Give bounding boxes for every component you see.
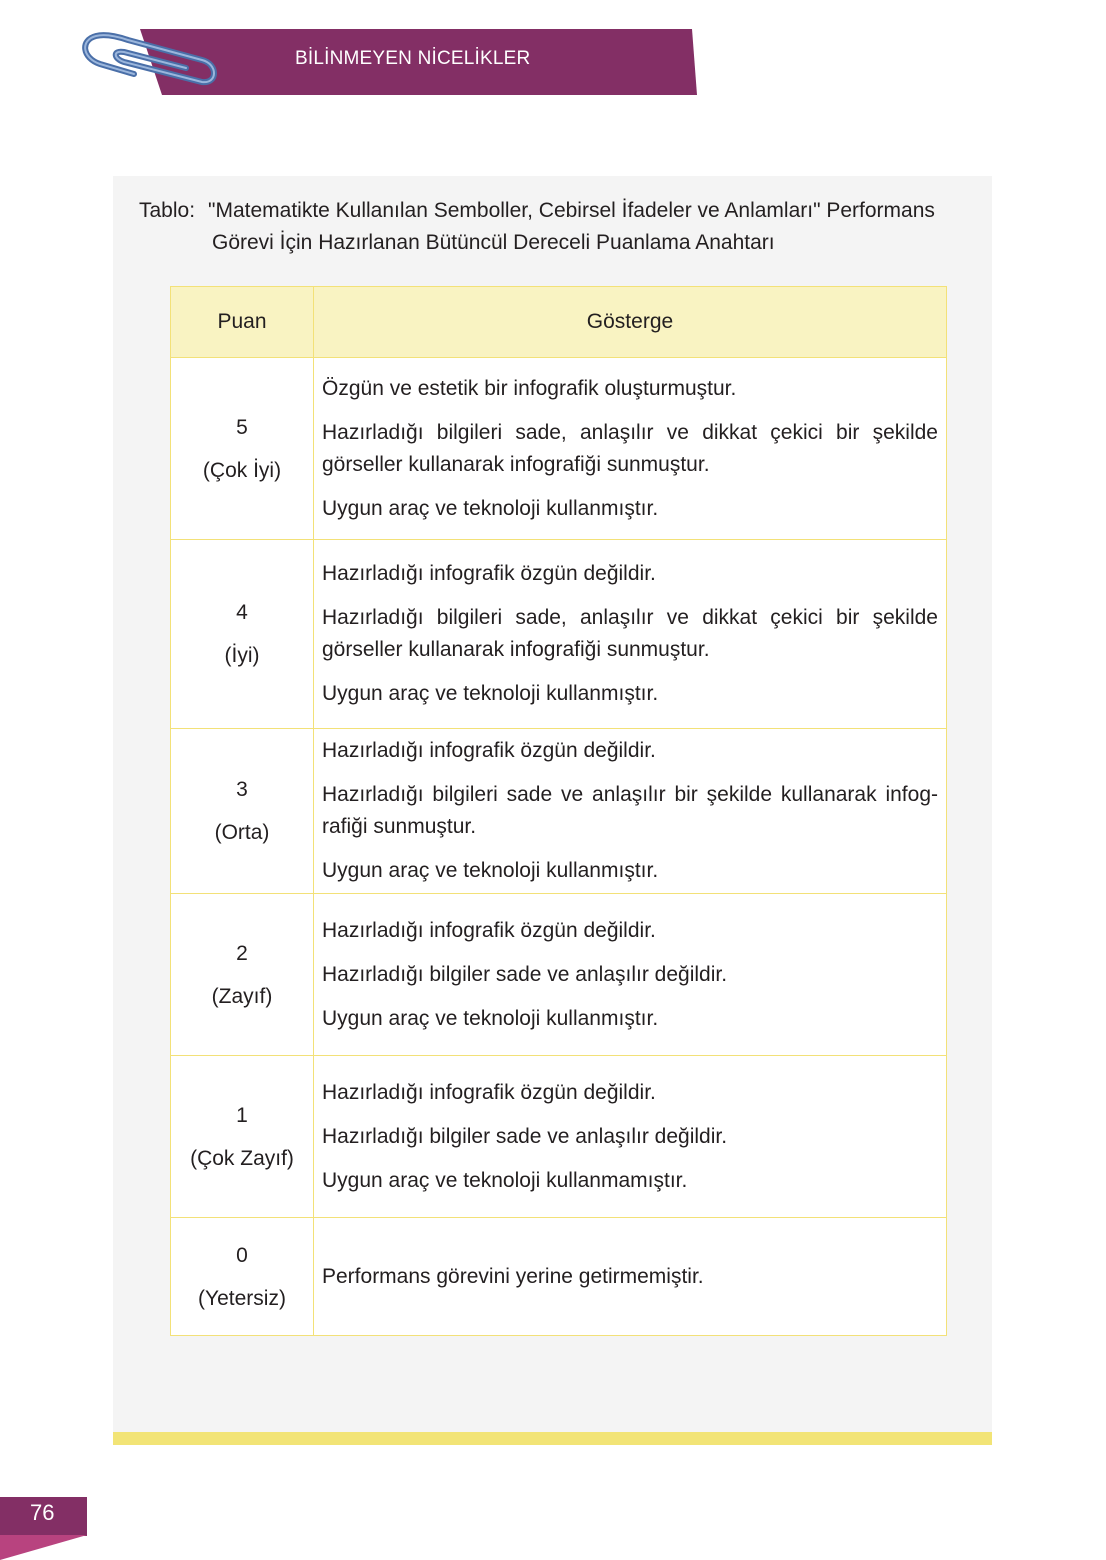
panel-bottom-bar: [113, 1432, 992, 1445]
score-cell: [171, 1056, 314, 1218]
score-level: (Yetersiz): [198, 1286, 286, 1310]
indicator-item: Uygun araç ve teknoloji kullanmamıştır.: [322, 1168, 688, 1192]
score-value: 1: [236, 1103, 248, 1127]
header-gosterge: Gösterge: [314, 287, 947, 358]
indicator-cell: [314, 894, 947, 1056]
score-value: 0: [236, 1243, 248, 1267]
page-number: 76: [30, 1500, 55, 1525]
score-value: 2: [236, 941, 248, 965]
score-level: (İyi): [224, 644, 260, 667]
indicator-item: Hazırladığı infografik özgün değildir.: [322, 1080, 656, 1104]
indicator-item: Hazırladığı infografik özgün değildir.: [322, 739, 656, 762]
indicator-item: Hazırladığı bilgileri sade ve anlaşılır bir şekilde kullanarak infog-rafiği sunmuştur.: [322, 783, 938, 838]
indicator-item: Hazırladığı bilgileri sade, anlaşılır ve dikkat çekici bir şekilde görseller kullanarak infografiği sunmuştur.: [322, 606, 938, 661]
caption-prefix: Tablo:: [139, 199, 196, 222]
rubric-table: [170, 286, 947, 1336]
score-level: (Çok İyi): [202, 458, 282, 482]
score-cell: [171, 358, 314, 540]
paperclip-icon: [76, 20, 226, 100]
indicator-item: Hazırladığı bilgiler sade ve anlaşılır değildir.: [322, 1124, 728, 1148]
table-row: [171, 1056, 947, 1218]
score-level: (Orta): [214, 821, 270, 844]
score-cell: [171, 894, 314, 1056]
indicator-cell: [314, 1056, 947, 1218]
indicator-cell: [314, 729, 947, 894]
score-cell: [171, 729, 314, 894]
caption-line-2: Görevi İçin Hazırlanan Bütüncül Dereceli Puanlama Anahtarı: [212, 231, 775, 254]
indicator-item: Hazırladığı bilgileri sade, anlaşılır ve dikkat çekici bir şekilde görseller kullanarak infografiği sunmuştur.: [322, 420, 938, 476]
indicator-item: Uygun araç ve teknoloji kullanmıştır.: [322, 1006, 659, 1030]
indicator-cell: [314, 540, 947, 729]
score-value: 4: [236, 601, 248, 624]
indicator-item: Hazırladığı bilgiler sade ve anlaşılır değildir.: [322, 962, 728, 986]
caption-line-1: "Matematikte Kullanılan Semboller, Cebirsel İfadeler ve Anlamları" Performans: [208, 199, 935, 222]
table-row: [171, 894, 947, 1056]
score-level: (Zayıf): [211, 984, 273, 1008]
header-puan: Puan: [171, 287, 314, 358]
table-row: [171, 729, 947, 894]
table-header-row: [171, 287, 947, 358]
indicator-item: Hazırladığı infografik özgün değildir.: [322, 918, 656, 942]
indicator-cell: [314, 1218, 947, 1336]
indicator-item: Uygun araç ve teknoloji kullanmıştır.: [322, 496, 659, 520]
indicator-item: Hazırladığı infografik özgün değildir.: [322, 562, 656, 585]
indicator-item: Özgün ve estetik bir infografik oluşturmuştur.: [322, 376, 737, 400]
score-cell: [171, 1218, 314, 1336]
score-cell: [171, 540, 314, 729]
table-row: [171, 1218, 947, 1336]
score-level: (Çok Zayıf): [190, 1146, 294, 1170]
indicator-item: Uygun araç ve teknoloji kullanmıştır.: [322, 859, 659, 882]
score-value: 3: [236, 778, 248, 801]
indicator-item: Performans görevini yerine getirmemiştir.: [322, 1264, 704, 1288]
page-number-tab-tail: [0, 1535, 87, 1560]
table-row: [171, 540, 947, 729]
indicator-item: Uygun araç ve teknoloji kullanmıştır.: [322, 682, 659, 705]
indicator-cell: [314, 358, 947, 540]
table-row: [171, 358, 947, 540]
score-value: 5: [236, 415, 248, 439]
chapter-title: BİLİNMEYEN NİCELİKLER: [295, 48, 531, 69]
